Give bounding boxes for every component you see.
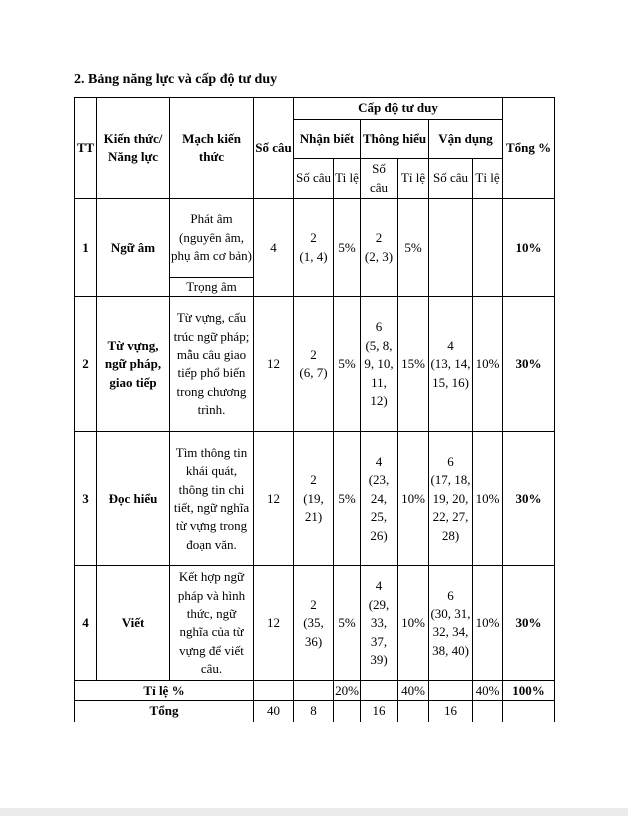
row-recognize-count: 2 (6, 7)	[294, 297, 334, 432]
row-tt: 2	[75, 297, 97, 432]
total-row-understand-count: 16	[361, 701, 398, 722]
row-question-count: 12	[254, 297, 294, 432]
table-row	[75, 297, 555, 432]
row-recognize-count: 2 (1, 4)	[294, 199, 334, 297]
row-knowledge: Đọc hiểu	[97, 432, 170, 566]
total-row-understand-ratio	[398, 701, 429, 722]
row-understand-count: 4 (29, 33, 37, 39)	[361, 566, 398, 681]
row-question-count: 12	[254, 432, 294, 566]
sub-header-count: Số câu	[429, 159, 473, 199]
row-knowledge: Ngữ âm	[97, 199, 170, 297]
row-knowledge: Viết	[97, 566, 170, 681]
row-understand-ratio: 10%	[398, 432, 429, 566]
row-recognize-ratio: 5%	[334, 566, 361, 681]
sub-header-ratio: Ti lệ	[334, 159, 361, 199]
row-apply-count: 6 (17, 18, 19, 20, 22, 27, 28)	[429, 432, 473, 566]
header-level-recognize: Nhận biết	[294, 120, 361, 159]
row-total-percent: 30%	[503, 297, 555, 432]
table-row	[75, 199, 555, 278]
header-knowledge: Kiến thức/ Năng lực	[97, 98, 170, 199]
row-tt: 4	[75, 566, 97, 681]
row-strand: Phát âm (nguyên âm, phụ âm cơ bản)	[170, 199, 254, 278]
row-understand-ratio: 5%	[398, 199, 429, 297]
total-row-total	[503, 701, 555, 722]
row-apply-count: 6 (30, 31, 32, 34, 38, 40)	[429, 566, 473, 681]
row-apply-ratio: 10%	[473, 432, 503, 566]
row-understand-count: 4 (23, 24, 25, 26)	[361, 432, 398, 566]
sub-header-count: Số câu	[361, 159, 398, 199]
row-apply-count: 4 (13, 14, 15, 16)	[429, 297, 473, 432]
ratio-row	[75, 681, 555, 701]
row-total-percent: 30%	[503, 566, 555, 681]
sub-header-ratio: Tỉ lệ	[398, 159, 429, 199]
row-strand: Trọng âm	[170, 278, 254, 297]
row-question-count: 4	[254, 199, 294, 297]
row-total-percent: 30%	[503, 432, 555, 566]
total-row-recognize-ratio	[334, 701, 361, 722]
header-level-apply: Vận dụng	[429, 120, 503, 159]
row-understand-ratio: 10%	[398, 566, 429, 681]
section-heading: 2. Bảng năng lực và cấp độ tư duy	[74, 72, 278, 87]
header-question-count: Số câu	[254, 98, 294, 199]
row-understand-ratio: 15%	[398, 297, 429, 432]
header-total-percent: Tổng %	[503, 98, 555, 199]
header-levels-group: Cấp độ tư duy	[294, 98, 503, 120]
total-row-label: Tổng	[75, 701, 254, 722]
row-understand-count: 2 (2, 3)	[361, 199, 398, 297]
ratio-row-label: Tỉ lệ %	[75, 681, 254, 701]
header-level-understand: Thông hiểu	[361, 120, 429, 159]
table-row	[75, 566, 555, 681]
row-strand: Kết hợp ngữ pháp và hình thức, ngữ nghĩa của từ vựng để viết câu.	[170, 566, 254, 681]
ratio-row-recognize-ratio: 20%	[334, 681, 361, 701]
page-bottom-edge	[0, 808, 628, 816]
row-apply-ratio: 10%	[473, 566, 503, 681]
total-row-apply-count: 16	[429, 701, 473, 722]
row-recognize-count: 2 (19, 21)	[294, 432, 334, 566]
header-row-1	[75, 98, 555, 120]
row-apply-count	[429, 199, 473, 297]
total-row-count: 40	[254, 701, 294, 722]
total-row-apply-ratio	[473, 701, 503, 722]
row-strand: Từ vựng, cấu trúc ngữ pháp; mẫu câu giao tiếp phổ biến trong chương trình.	[170, 297, 254, 432]
row-question-count: 12	[254, 566, 294, 681]
row-recognize-ratio: 5%	[334, 297, 361, 432]
row-tt: 1	[75, 199, 97, 297]
total-row	[75, 701, 555, 722]
row-recognize-ratio: 5%	[334, 432, 361, 566]
row-apply-ratio: 10%	[473, 297, 503, 432]
row-total-percent: 10%	[503, 199, 555, 297]
row-tt: 3	[75, 432, 97, 566]
table-row	[75, 432, 555, 566]
ratio-row-understand-ratio: 40%	[398, 681, 429, 701]
ratio-row-count	[254, 681, 294, 701]
row-apply-ratio	[473, 199, 503, 297]
sub-header-count: Số câu	[294, 159, 334, 199]
row-recognize-ratio: 5%	[334, 199, 361, 297]
ratio-row-understand-count	[361, 681, 398, 701]
total-row-recognize-count: 8	[294, 701, 334, 722]
row-knowledge: Từ vựng, ngữ pháp, giao tiếp	[97, 297, 170, 432]
sub-header-ratio: Tỉ lệ	[473, 159, 503, 199]
header-strand: Mạch kiến thức	[170, 98, 254, 199]
competency-table	[74, 97, 555, 722]
ratio-row-recognize-count	[294, 681, 334, 701]
ratio-row-total: 100%	[503, 681, 555, 701]
row-strand: Tìm thông tin khái quát, thông tin chi tiết, ngữ nghĩa từ vựng trong đoạn văn.	[170, 432, 254, 566]
row-understand-count: 6 (5, 8, 9, 10, 11, 12)	[361, 297, 398, 432]
ratio-row-apply-ratio: 40%	[473, 681, 503, 701]
ratio-row-apply-count	[429, 681, 473, 701]
header-tt: TT	[75, 98, 97, 199]
row-recognize-count: 2 (35, 36)	[294, 566, 334, 681]
